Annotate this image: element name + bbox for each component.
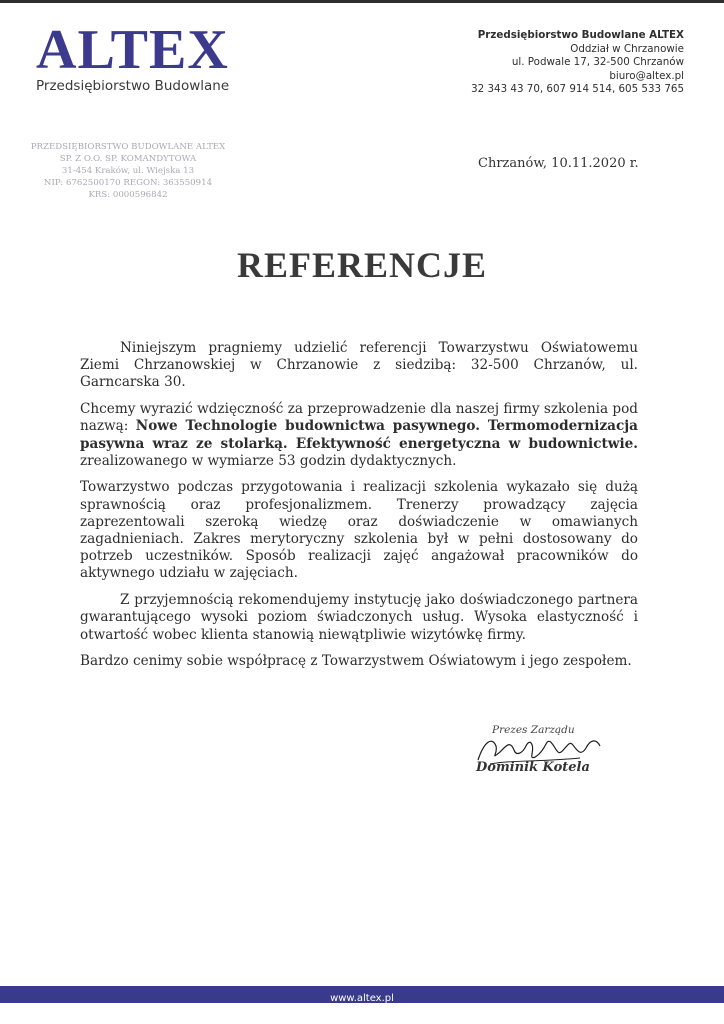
logo-wordmark: ALTEX bbox=[36, 19, 229, 81]
paragraph-2-end: zrealizowanego w wymiarze 53 godzin dydaktycznych. bbox=[80, 452, 457, 469]
top-border-line bbox=[0, 0, 724, 3]
stamp-line: KRS: 0000596842 bbox=[88, 190, 168, 200]
footer-bar bbox=[0, 986, 724, 1003]
company-branch: Oddział w Chrzanowie bbox=[570, 42, 684, 55]
paragraph-2-start: Chcemy wyrazić wdzięczność za przeprowadzenie dla naszej firmy szkolenia pod nazwą: bbox=[80, 401, 638, 435]
document-date: Chrzanów, 10.11.2020 r. bbox=[478, 156, 639, 171]
stamp-line: SP. Z O.O. SP. KOMANDYTOWA bbox=[59, 154, 197, 164]
company-stamp bbox=[28, 141, 228, 201]
signer-role: Prezes Zarządu bbox=[492, 724, 575, 736]
paragraph-3: Towarzystwo podczas przygotowania i realizacji szkolenia wykazało się dużą sprawnością oraz profesjonalizmem. Trenerzy prowadzący zajęcia zaprezentowali szeroką wiedzę oraz doświadczenie w omawianych zagadnieniach. Zakres merytoryczny szkolenia był w pełni dostosowany do potrzeb uczestników. Sposób realizacji zajęć angażował pracowników do aktywnego udziału w zajęciach. bbox=[80, 479, 638, 582]
paragraph-4: Z przyjemnością rekomendujemy instytucję jako doświadczonego partnera gwarantującego wysoki poziom świadczonych usług. Wysoka elastyczność i otwartość wobec klienta stanowią niewątpliwie wizytówkę firmy. bbox=[80, 592, 638, 643]
company-name: Przedsiębiorstwo Budowlane ALTEX bbox=[477, 29, 684, 41]
company-logo bbox=[36, 19, 236, 94]
letter-body bbox=[80, 340, 638, 680]
stamp-line: NIP: 6762500170 REGON: 363550914 bbox=[43, 178, 213, 188]
paragraph-2 bbox=[80, 401, 638, 470]
signature-block bbox=[470, 724, 620, 784]
logo-subtitle: Przedsiębiorstwo Budowlane bbox=[36, 78, 230, 94]
paragraph-1: Niniejszym pragniemy udzielić referencji Towarzystwu Oświatowemu Ziemi Chrzanowskiej w Chrzanowie z siedzibą: 32-500 Chrzanów, ul. Garncarska 30. bbox=[80, 340, 638, 391]
document-title: REFERENCJE bbox=[236, 245, 488, 285]
signer-name: Dominik Kotela bbox=[476, 760, 590, 775]
company-phones: 32 343 43 70, 607 914 514, 605 533 765 bbox=[471, 83, 684, 96]
company-address-block bbox=[471, 29, 684, 97]
company-email: biuro@altex.pl bbox=[609, 69, 684, 82]
footer-website-link[interactable]: www.altex.pl bbox=[330, 993, 394, 1004]
paragraph-5: Bardzo cenimy sobie współpracę z Towarzystwem Oświatowym i jego zespołem. bbox=[80, 653, 632, 670]
training-name: Nowe Technologie budownictwa pasywnego. Termomodernizacja pasywna wraz ze stolarką. Efektywność energetyczna w budownictwie. bbox=[80, 418, 638, 452]
company-street: ul. Podwale 17, 32-500 Chrzanów bbox=[511, 56, 684, 69]
stamp-line: PRZEDSIĘBIORSTWO BUDOWLANE ALTEX bbox=[30, 142, 226, 152]
stamp-line: 31-454 Kraków, ul. Wiejska 13 bbox=[61, 166, 195, 176]
